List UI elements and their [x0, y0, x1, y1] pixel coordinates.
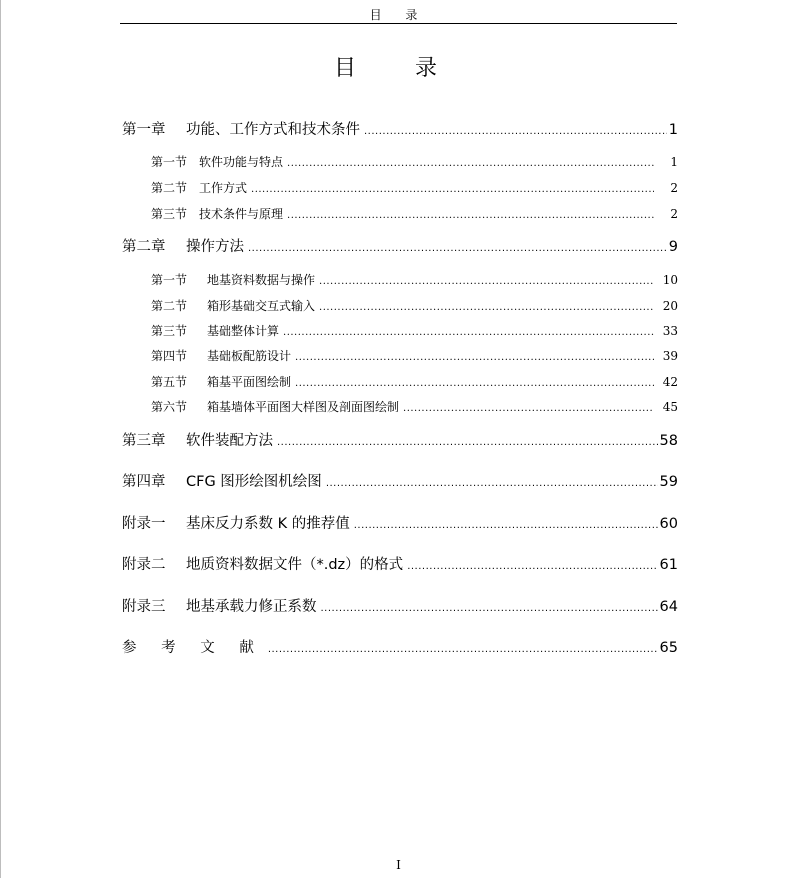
- entry-page: 45: [662, 400, 678, 414]
- header-rule: [120, 23, 677, 24]
- entry-title: 箱基墙体平面图大样图及剖面图绘制: [207, 400, 400, 414]
- toc-entry-section-1-2[interactable]: [151, 179, 678, 196]
- page-number-footer: I: [396, 858, 401, 872]
- entry-page: 60: [659, 516, 678, 532]
- entry-number: 第二节: [151, 181, 188, 195]
- entry-title: 操作方法: [186, 239, 244, 255]
- entry-number: 第一节: [151, 273, 188, 287]
- toc-entry-section-1-1[interactable]: [151, 153, 678, 170]
- entry-page: 2: [670, 181, 678, 195]
- dot-leader: [287, 158, 654, 169]
- entry-page: 65: [659, 640, 678, 656]
- toc-entry-section-1-3[interactable]: [151, 205, 678, 222]
- entry-title: 基础板配筋设计: [207, 349, 292, 363]
- toc-entry-chapter-3[interactable]: [122, 429, 678, 450]
- entry-title: 地基资料数据与操作: [207, 273, 316, 287]
- toc-entry-appendix-1[interactable]: [122, 512, 678, 533]
- dot-leader: [364, 126, 667, 137]
- entry-page: 1: [670, 155, 678, 169]
- entry-number: 附录一: [122, 516, 166, 532]
- toc-entry-chapter-4[interactable]: [122, 470, 678, 491]
- entry-number: 参 考 文 献: [122, 640, 264, 656]
- entry-page: 59: [659, 474, 678, 490]
- entry-number: 第五节: [151, 375, 188, 389]
- dot-leader: [287, 210, 654, 221]
- running-header: 目 录: [369, 8, 428, 22]
- entry-title: CFG 图形绘图机绘图: [186, 474, 322, 490]
- entry-title: 基础整体计算: [207, 324, 280, 338]
- toc-entry-appendix-2[interactable]: [122, 553, 678, 574]
- entry-title: 功能、工作方式和技术条件: [186, 122, 360, 138]
- dot-leader: [283, 327, 654, 338]
- entry-page: 58: [659, 433, 678, 449]
- entry-title: 软件装配方法: [186, 433, 273, 449]
- entry-page: 42: [662, 375, 678, 389]
- entry-page: 33: [662, 324, 678, 338]
- entry-number: 第二章: [122, 239, 166, 255]
- entry-page: 9: [668, 239, 678, 255]
- entry-number: 第三章: [122, 433, 166, 449]
- toc-entry-references[interactable]: [122, 636, 678, 657]
- toc-entry-section-2-6[interactable]: [151, 398, 678, 415]
- entry-title: 地质资料数据文件（*.dz）的格式: [186, 557, 404, 573]
- entry-number: 附录三: [122, 599, 166, 615]
- entry-page: 2: [670, 207, 678, 221]
- toc-entry-section-2-1[interactable]: [151, 271, 678, 288]
- toc-entry-section-2-3[interactable]: [151, 322, 678, 339]
- dot-leader: [248, 243, 667, 254]
- dot-leader: [295, 378, 654, 389]
- toc-title: 目 录: [334, 56, 463, 81]
- entry-number: 附录二: [122, 557, 166, 573]
- entry-title: 技术条件与原理: [199, 207, 284, 221]
- dot-leader: [295, 352, 654, 363]
- dot-leader: [354, 520, 658, 531]
- toc-entry-section-2-4[interactable]: [151, 347, 678, 364]
- toc-entry-appendix-3[interactable]: [122, 595, 678, 616]
- page-left-border: [0, 0, 1, 878]
- dot-leader: [277, 437, 658, 448]
- entry-page: 61: [659, 557, 678, 573]
- entry-page: 20: [662, 299, 678, 313]
- entry-title: 箱形基础交互式输入: [207, 299, 316, 313]
- entry-page: 39: [662, 349, 678, 363]
- dot-leader: [321, 603, 658, 614]
- dot-leader: [319, 302, 654, 313]
- dot-leader: [407, 561, 657, 572]
- entry-title: 基床反力系数 K 的推荐值: [186, 516, 350, 532]
- entry-number: 第二节: [151, 299, 188, 313]
- entry-number: 第三节: [151, 207, 188, 221]
- dot-leader: [251, 184, 654, 195]
- entry-number: 第四章: [122, 474, 166, 490]
- entry-title: 地基承载力修正系数: [186, 599, 317, 615]
- entry-title: 软件功能与特点: [199, 155, 284, 169]
- entry-number: 第四节: [151, 349, 188, 363]
- entry-number: 第一章: [122, 122, 166, 138]
- toc-entry-section-2-5[interactable]: [151, 373, 678, 390]
- entry-number: 第六节: [151, 400, 188, 414]
- entry-title: 工作方式: [199, 181, 248, 195]
- dot-leader: [319, 276, 654, 287]
- entry-page: 1: [668, 122, 678, 138]
- entry-number: 第三节: [151, 324, 188, 338]
- toc-entry-section-2-2[interactable]: [151, 297, 678, 314]
- entry-page: 10: [662, 273, 678, 287]
- toc-entry-chapter-2[interactable]: [122, 235, 678, 256]
- dot-leader: [403, 403, 654, 414]
- toc-entry-chapter-1[interactable]: [122, 118, 678, 139]
- entry-number: 第一节: [151, 155, 188, 169]
- dot-leader: [326, 478, 658, 489]
- dot-leader: [268, 644, 658, 655]
- entry-title: 箱基平面图绘制: [207, 375, 292, 389]
- entry-page: 64: [659, 599, 678, 615]
